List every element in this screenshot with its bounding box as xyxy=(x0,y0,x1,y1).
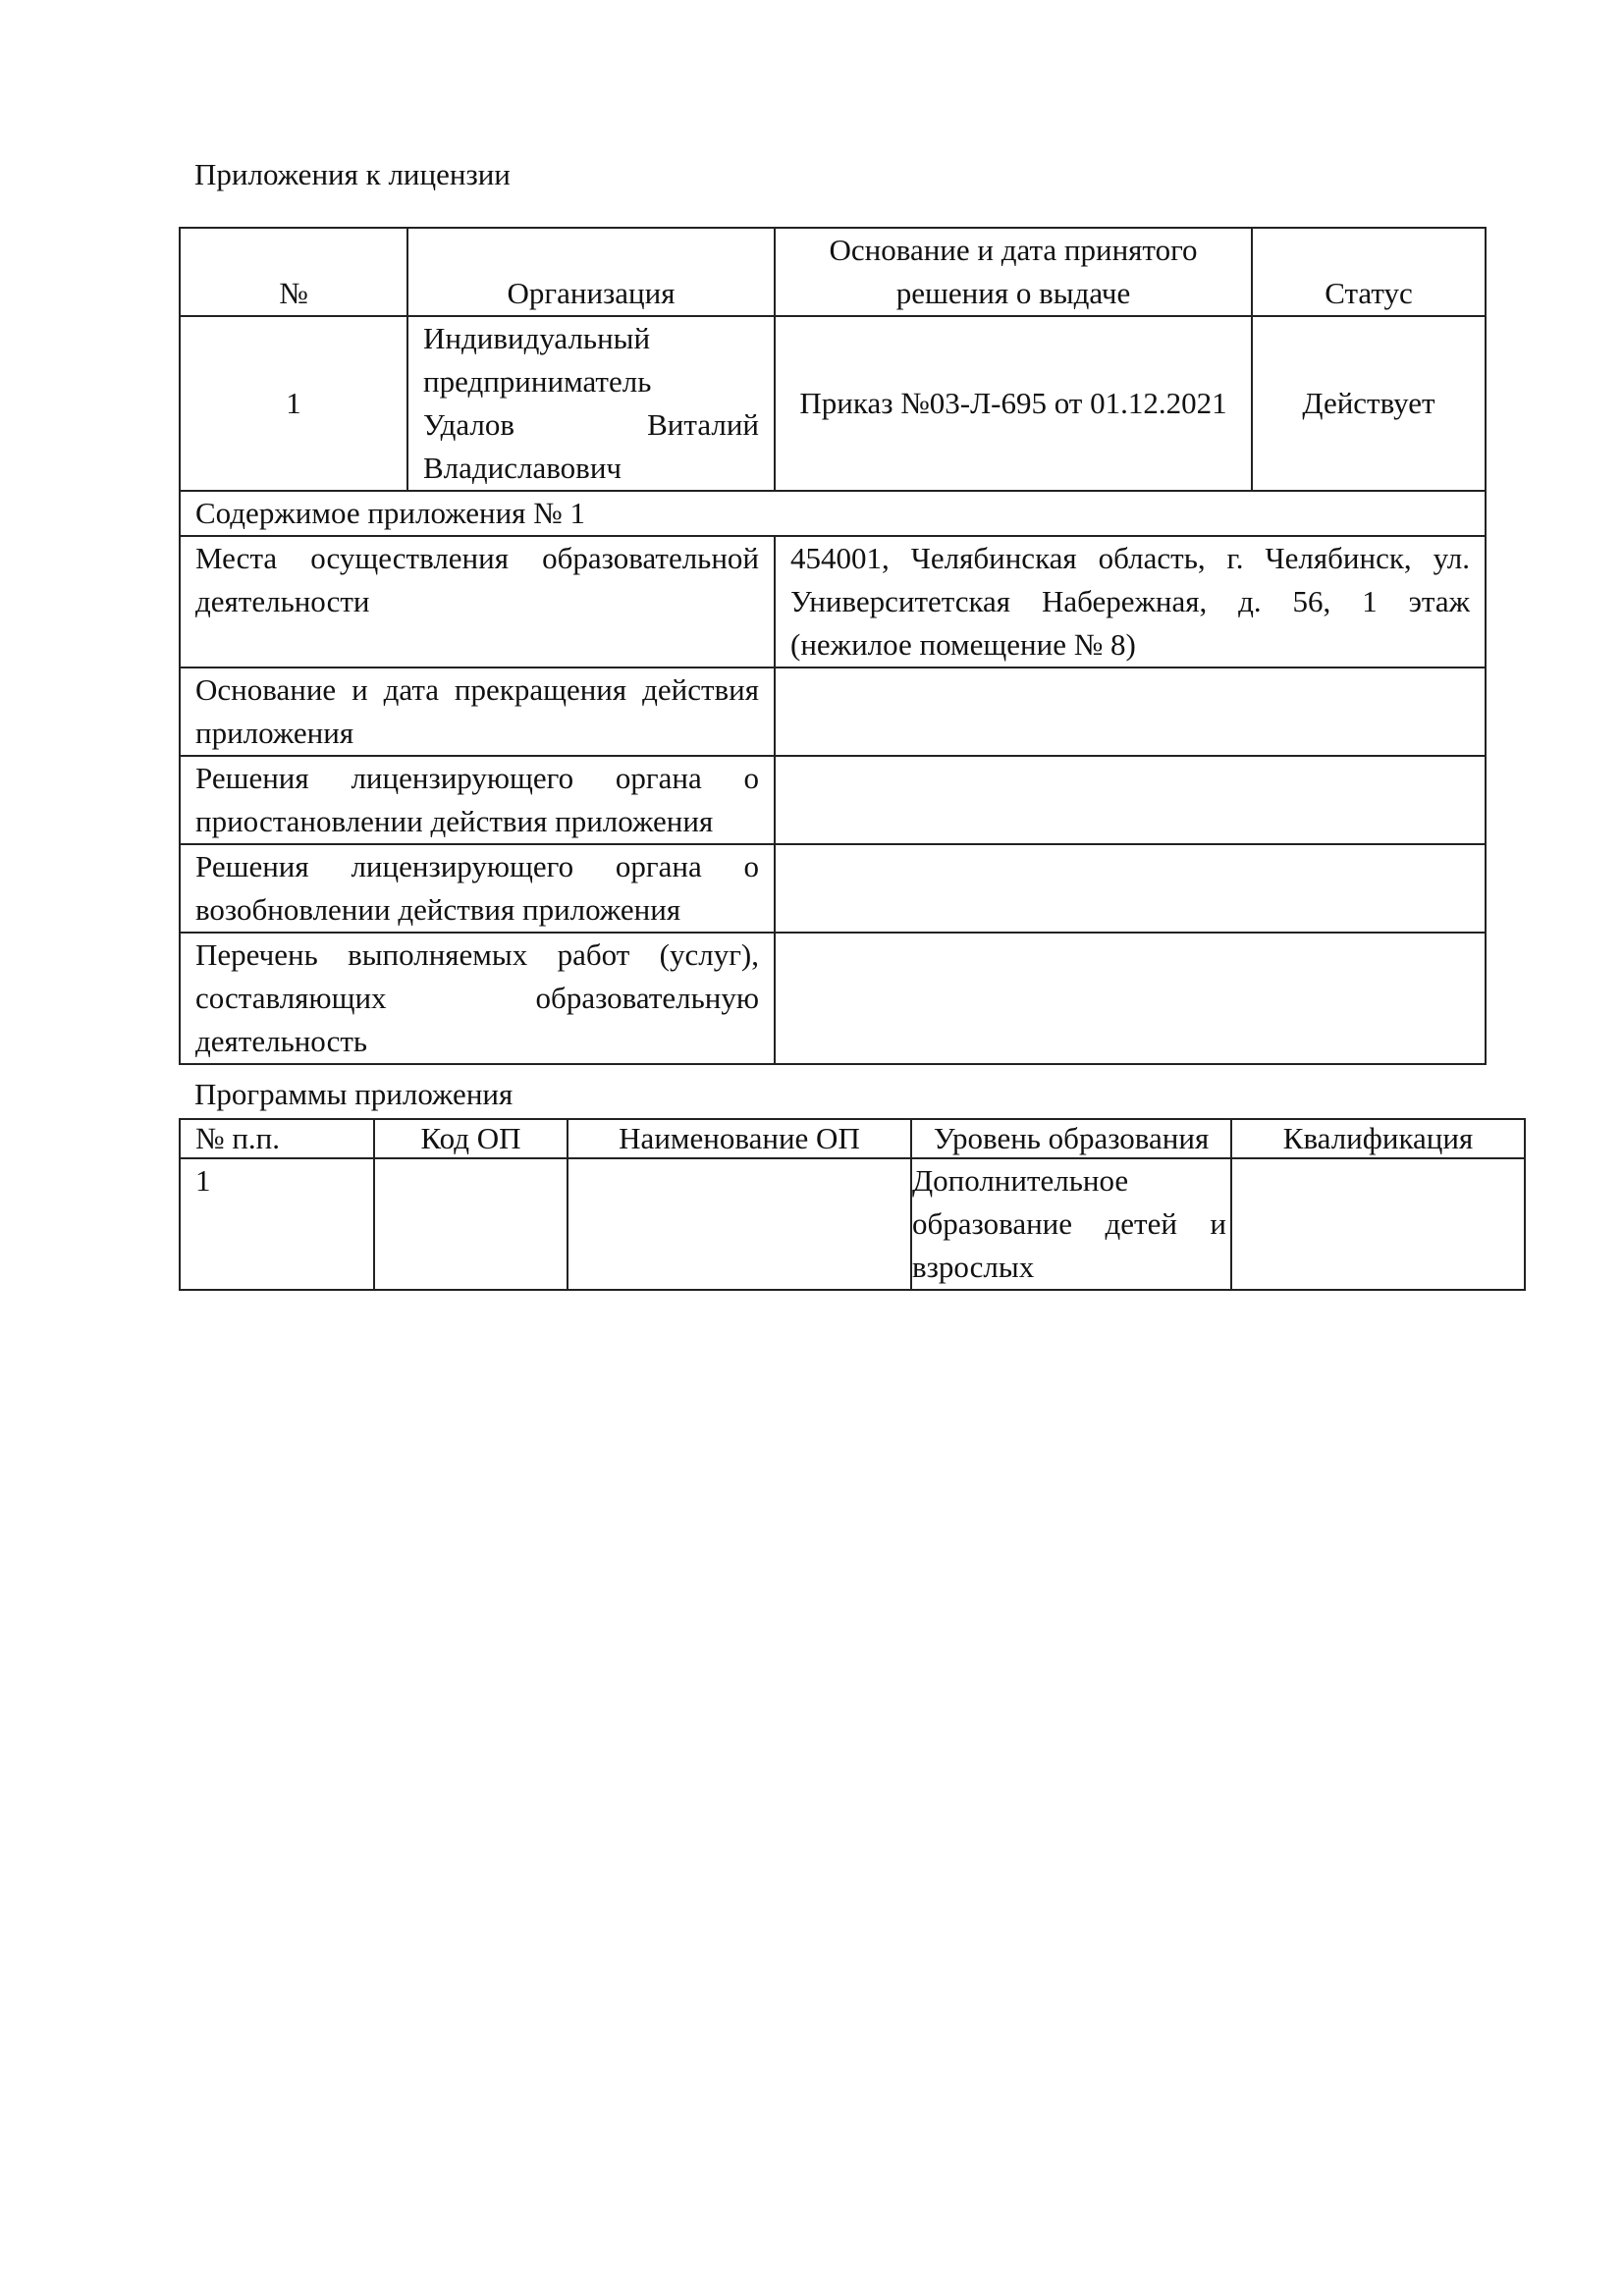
license-number: 1 xyxy=(180,316,407,491)
header-number: № xyxy=(180,228,407,316)
programs-title: Программы приложения xyxy=(194,1077,514,1111)
detail-row xyxy=(180,844,1486,933)
detail-row xyxy=(180,933,1486,1064)
header-organization: Организация xyxy=(407,228,775,316)
header-program-code: Код ОП xyxy=(374,1119,568,1158)
appendix-title-row xyxy=(180,491,1486,536)
header-basis: Основание и дата принятого решения о выдаче xyxy=(775,228,1252,316)
programs-header-row xyxy=(180,1119,1525,1158)
detail-label: Перечень выполняемых работ (услуг), составляющих образовательную деятельность xyxy=(180,933,775,1064)
detail-value xyxy=(775,756,1486,844)
organization-line: Удалов Виталий xyxy=(423,407,759,442)
program-level: Дополнительное образование детей и взрослых xyxy=(911,1158,1231,1290)
program-name xyxy=(568,1158,911,1290)
header-program-num: № п.п. xyxy=(180,1119,374,1158)
detail-row xyxy=(180,667,1486,756)
detail-row xyxy=(180,756,1486,844)
header-program-level: Уровень образования xyxy=(911,1119,1231,1158)
detail-value xyxy=(775,933,1486,1064)
license-table xyxy=(179,227,1487,1065)
page-title: Приложения к лицензии xyxy=(194,157,511,191)
program-code xyxy=(374,1158,568,1290)
header-status: Статус xyxy=(1252,228,1486,316)
detail-label: Места осуществления образовательной деятельности xyxy=(180,536,775,667)
license-organization xyxy=(407,316,775,491)
license-row xyxy=(180,316,1486,491)
header-program-name: Наименование ОП xyxy=(568,1119,911,1158)
appendix-title: Содержимое приложения № 1 xyxy=(180,491,1486,536)
header-program-qualification: Квалификация xyxy=(1231,1119,1525,1158)
license-status: Действует xyxy=(1252,316,1486,491)
license-table-header-row xyxy=(180,228,1486,316)
detail-value xyxy=(775,844,1486,933)
detail-label: Решения лицензирующего органа о возобновлении действия приложения xyxy=(180,844,775,933)
organization-line: Индивидуальный xyxy=(423,321,651,355)
detail-label: Решения лицензирующего органа о приостановлении действия приложения xyxy=(180,756,775,844)
detail-value xyxy=(775,667,1486,756)
organization-line: Владиславович xyxy=(423,451,622,485)
program-num: 1 xyxy=(180,1158,374,1290)
program-row xyxy=(180,1158,1525,1290)
license-basis: Приказ №03-Л-695 от 01.12.2021 xyxy=(775,316,1252,491)
organization-line: предприниматель xyxy=(423,364,652,399)
detail-row xyxy=(180,536,1486,667)
detail-value: 454001, Челябинская область, г. Челябинск, ул. Университетская Набережная, д. 56, 1 этаж (нежилое помещение № 8) xyxy=(775,536,1486,667)
detail-label: Основание и дата прекращения действия приложения xyxy=(180,667,775,756)
program-qualification xyxy=(1231,1158,1525,1290)
programs-table xyxy=(179,1118,1526,1291)
